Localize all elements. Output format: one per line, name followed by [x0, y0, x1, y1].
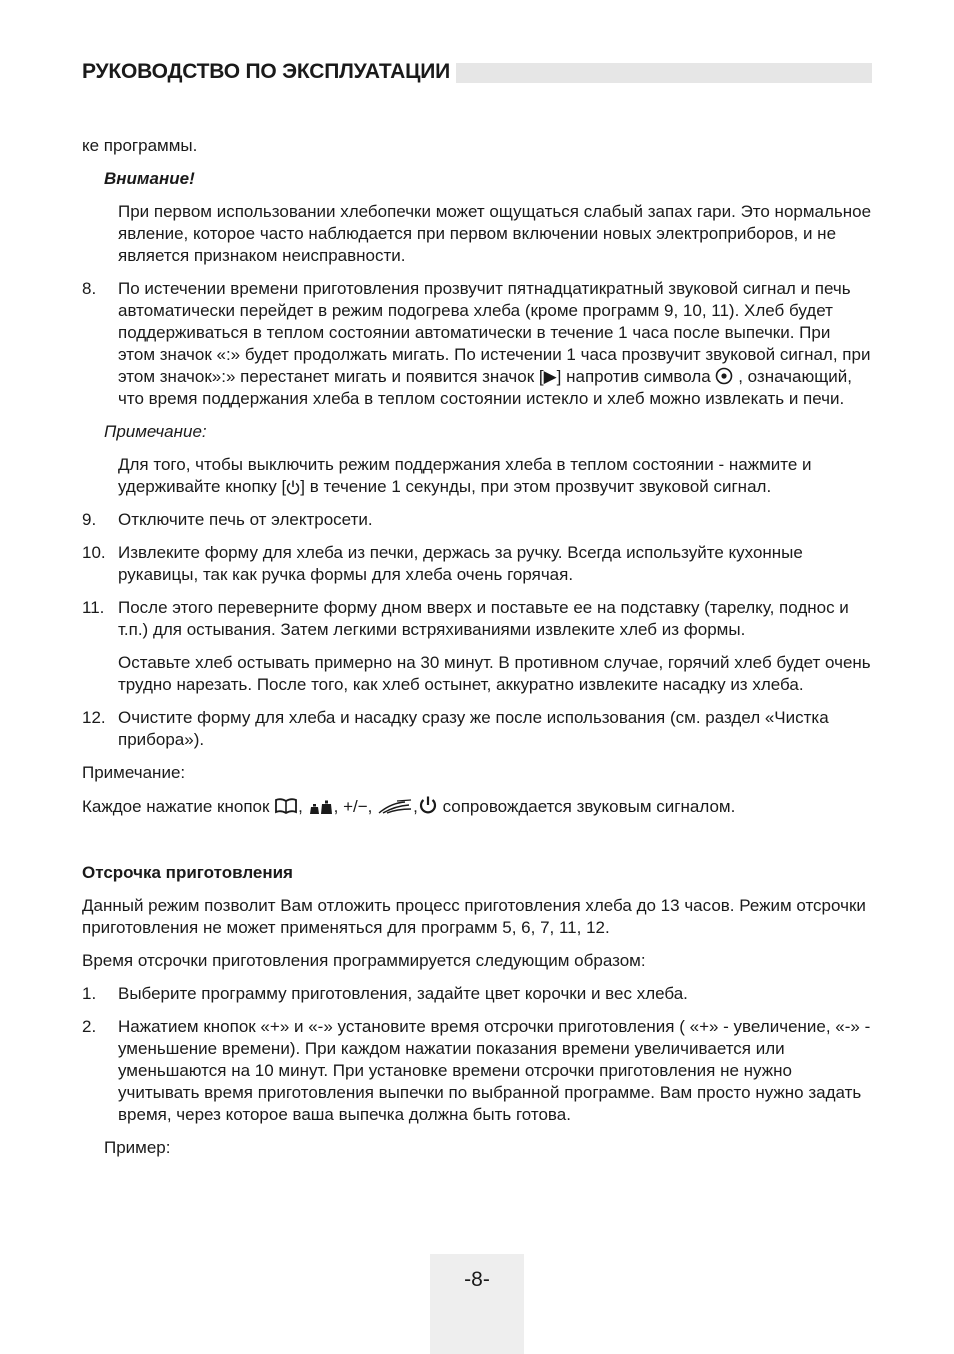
page-number-box: [430, 1254, 524, 1354]
list-item-9: [82, 509, 872, 531]
crust-color-icon: [377, 799, 413, 815]
section-paragraph-1: Данный режим позволит Вам отложить процесс приготовления хлеба до 13 часов. Режим отсрочки приготовления не может применяться для программ 5, 6, 7, 11, 12.: [82, 896, 866, 937]
list-item-12: [82, 707, 872, 751]
note-text: [82, 454, 872, 498]
note-text-part-2: сопровождается звуковым сигналом.: [442, 797, 736, 816]
list-item-text-cont: , означающий, что время поддержания хлеба в теплом состоянии истекло и хлеб можно извлекать и печи.: [118, 367, 852, 408]
list-item-text: Извлеките форму для хлеба из печки, держась за ручку. Всегда используйте кухонные рукавицы, так как ручка формы для хлеба очень горячая.: [118, 543, 803, 584]
list-item-11: [82, 597, 872, 641]
list-number: 11.: [82, 598, 105, 617]
note-text-part: Для того, чтобы выключить режим поддержания хлеба в теплом состоянии - нажмите и удерживайте кнопку [: [118, 455, 812, 496]
power-icon: [286, 479, 300, 495]
warning-title: Внимание!: [104, 169, 195, 188]
list-number: 2.: [82, 1017, 97, 1036]
warning-text: При первом использовании хлебопечки может ощущаться слабый запах гари. Это нормальное явление, которое часто наблюдается при первом включении новых электроприборов, и не является признаком неисправности.: [118, 202, 872, 265]
weight-icon: [308, 799, 334, 815]
note-text-2: Каждое нажатие кнопок , , +/−, , сопровождается звуковым сигналом.: [82, 797, 736, 816]
power-icon: [418, 795, 438, 815]
note-title-2: Примечание:: [82, 763, 186, 782]
section-title: Отсрочка приготовления: [82, 863, 293, 882]
list-number: 1.: [82, 984, 97, 1003]
step-1: [82, 983, 872, 1005]
list-number: 9.: [82, 510, 97, 529]
list-item-11-extra: Оставьте хлеб остывать примерно на 30 минут. В противном случае, горячий хлеб будет очень трудно нарезать. После того, как хлеб остынет, аккуратно извлеките насадку из хлеба.: [118, 653, 871, 694]
example-label: Пример:: [104, 1138, 171, 1157]
list-item-text: Выберите программу приготовления, задайте цвет корочки и вес хлеба.: [118, 984, 688, 1003]
note-text-part-2: ] в течение 1 секунды, при этом прозвучит звуковой сигнал.: [300, 477, 772, 496]
open-book-icon: [274, 797, 298, 815]
page-number: -8-: [464, 1268, 490, 1291]
list-item-text: По истечении времени приготовления прозвучит пятнадцатикратный звуковой сигнал и печь автоматически перейдет в режим подогрева хлеба (кроме программ 9, 10, 11). Хлеб будет поддерживаться в теплом состоянии автоматически в течение 1 часа после выпечки. При этом значок «:» будет продолжать мигать. По истечении 1 часа прозвучит звуковой сигнал, при этом значок»:» перестанет мигать и появится значок [▶] напротив символа: [118, 279, 871, 386]
target-circle-icon: [715, 367, 733, 385]
note-text-part: Каждое нажатие кнопок: [82, 797, 270, 816]
list-item-8: [82, 278, 872, 410]
list-item-text: Очистите форму для хлеба и насадку сразу же после использования (см. раздел «Чистка прибора»).: [118, 708, 829, 749]
list-item-text: Нажатием кнопок «+» и «-» установите время отсрочки приготовления ( «+» - увеличение, «-» - уменьшение времени). При каждом нажатии показания времени увеличивается или уменьшаются на 10 минут. При установке времени отсрочки приготовления не нужно учитывать время приготовления выпечки по выбранной программе. Вам просто нужно задать время, через которое ваша выпечка должна быть готова.: [118, 1017, 871, 1124]
note-title: Примечание:: [104, 422, 207, 441]
step-2: [82, 1016, 872, 1126]
list-number: 8.: [82, 279, 97, 298]
list-item-text: Отключите печь от электросети.: [118, 510, 373, 529]
document-body: [82, 135, 872, 1159]
plus-minus-symbol: +/−: [343, 797, 368, 816]
list-number: 12.: [82, 708, 106, 727]
list-item-10: [82, 542, 872, 586]
paragraph-continuation: ке программы.: [82, 136, 198, 155]
list-number: 10.: [82, 543, 106, 562]
section-paragraph-2: Время отсрочки приготовления программируется следующим образом:: [82, 951, 646, 970]
list-item-text: После этого переверните форму дном вверх и поставьте ее на подставку (тарелку, поднос и т.п.) для остывания. Затем легкими встряхиваниями извлеките хлеб из формы.: [118, 598, 849, 639]
page-title: РУКОВОДСТВО ПО ЭКСПЛУАТАЦИИ: [82, 58, 456, 86]
